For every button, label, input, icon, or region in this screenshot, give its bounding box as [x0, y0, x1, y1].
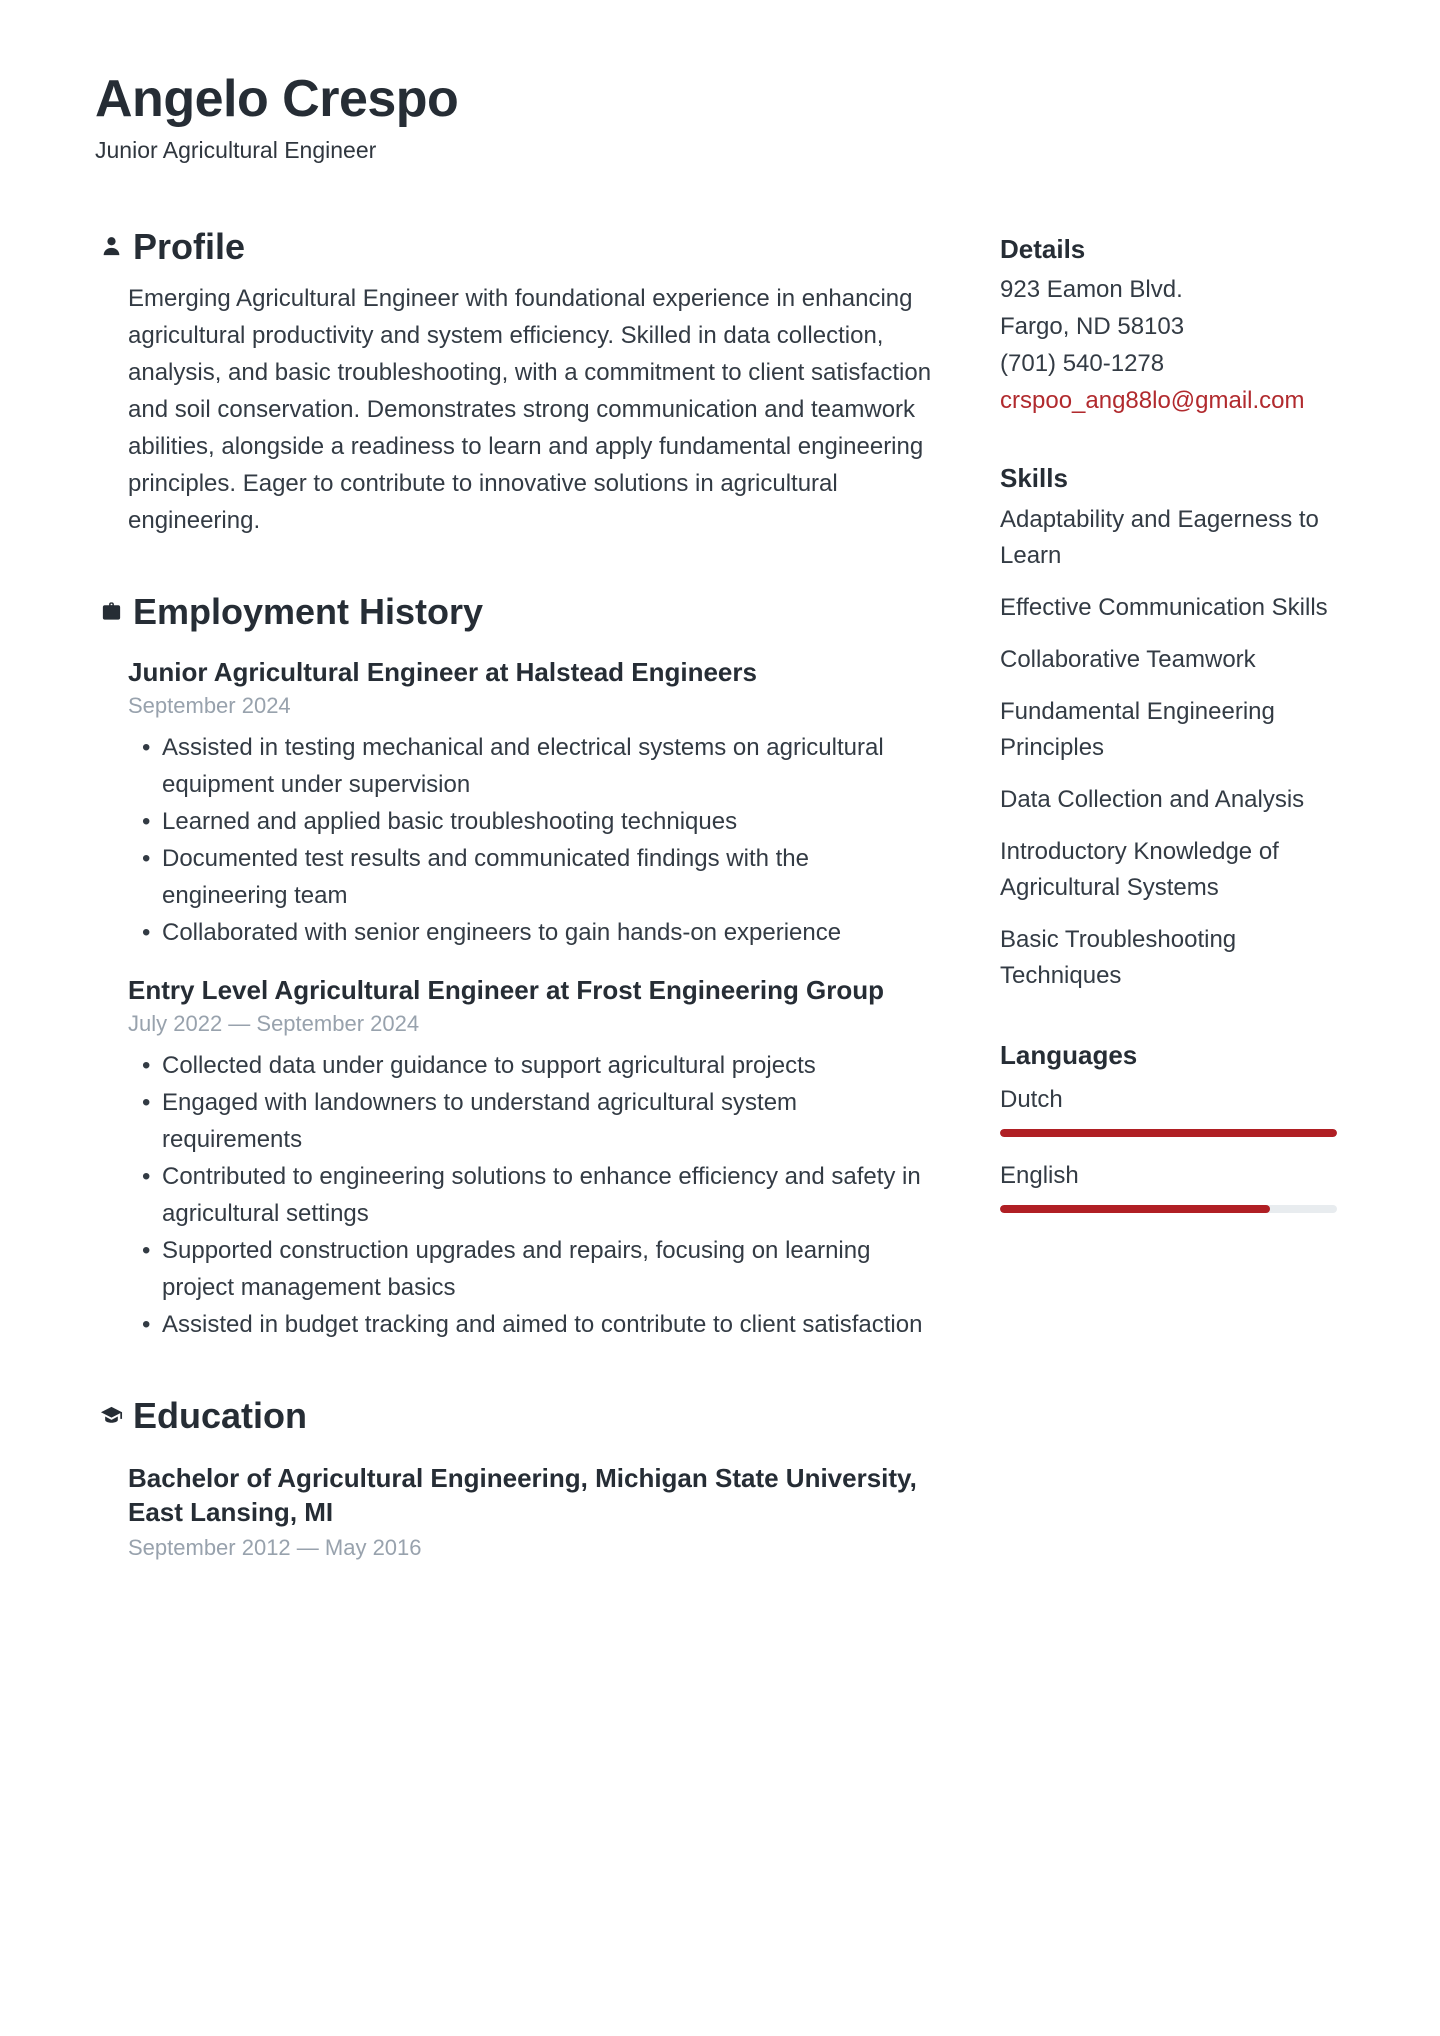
job-bullet-list — [128, 1047, 940, 1343]
skill-item: Adaptability and Eagerness to Learn — [1000, 505, 1319, 569]
skill-item: Basic Troubleshooting Techniques — [1000, 925, 1237, 989]
candidate-job-title: Junior Agricultural Engineer — [95, 136, 377, 163]
job-bullet: • Contributed to engineering solutions to enhance efficiency and safety in agricultural settings — [128, 1158, 940, 1232]
details-heading: Details — [1000, 233, 1086, 264]
job-entry — [128, 655, 940, 951]
job-bullet: • Engaged with landowners to understand agricultural system requirements — [128, 1084, 940, 1158]
language-level-fill — [1000, 1129, 1337, 1137]
skills-heading: Skills — [1000, 462, 1068, 493]
education-section — [95, 1395, 940, 1561]
degree-title-line2: East Lansing, MI — [128, 1496, 334, 1527]
profile-section-header — [95, 226, 940, 268]
job-bullet: • Learned and applied basic troubleshooting techniques — [128, 803, 940, 840]
language-item — [1000, 1159, 1337, 1213]
education-section-header — [95, 1395, 940, 1437]
job-bullet: • Collected data under guidance to support agricultural projects — [128, 1047, 940, 1084]
resume-header — [0, 0, 1440, 164]
job-dates: September 2024 — [128, 692, 291, 718]
degree-title-line1: Bachelor of Agricultural Engineering, Michigan State University, — [128, 1462, 917, 1493]
job-bullet: • Documented test results and communicated findings with the engineering team — [128, 840, 940, 914]
education-dates: September 2012 — May 2016 — [128, 1534, 422, 1560]
profile-heading: Profile — [133, 225, 246, 267]
job-bullet-list — [128, 729, 940, 951]
language-level-fill — [1000, 1205, 1270, 1213]
job-title: Junior Agricultural Engineer at Halstead Engineers — [128, 656, 757, 687]
language-name: English — [1000, 1161, 1079, 1189]
details-section — [1000, 234, 1337, 419]
job-bullet: • Collaborated with senior engineers to gain hands-on experience — [128, 914, 940, 951]
profile-text: Emerging Agricultural Engineer with foundational experience in enhancing agricultural productivity and system efficiency. Skilled in data collection, analysis, and basic troubleshooting, with a commitment to client satisfaction and soil conservation. Demonstrates strong communication and teamwork abilities, alongside a readiness to learn and apply fundamental engineering principles. Eager to contribute to innovative solutions in agricultural engineering. — [128, 284, 932, 534]
skills-section — [1000, 463, 1337, 994]
graduation-cap-icon — [99, 1404, 123, 1428]
skill-item: Introductory Knowledge of Agricultural Systems — [1000, 837, 1279, 901]
languages-heading: Languages — [1000, 1039, 1138, 1070]
address-line: Fargo, ND 58103 — [1000, 312, 1185, 340]
education-entry — [128, 1461, 940, 1561]
skill-item: Effective Communication Skills — [1000, 593, 1328, 621]
phone-number: (701) 540-1278 — [1000, 349, 1165, 377]
briefcase-icon — [99, 600, 123, 624]
job-entry — [128, 973, 940, 1343]
skill-item: Data Collection and Analysis — [1000, 785, 1305, 813]
sidebar — [1000, 164, 1337, 1213]
main-column — [95, 164, 940, 1561]
employment-section-header — [95, 591, 940, 633]
languages-section — [1000, 1040, 1337, 1213]
skill-item: Collaborative Teamwork — [1000, 645, 1256, 673]
job-bullet: • Assisted in budget tracking and aimed to contribute to client satisfaction — [128, 1306, 940, 1343]
language-level-bar — [1000, 1205, 1337, 1213]
skill-item: Fundamental Engineering Principles — [1000, 697, 1275, 761]
language-name: Dutch — [1000, 1085, 1063, 1113]
profile-section — [95, 226, 940, 539]
content-columns — [0, 164, 1440, 1561]
education-heading: Education — [133, 1394, 308, 1436]
email-link[interactable]: crspoo_ang88lo@gmail.com — [1000, 386, 1305, 414]
candidate-name: Angelo Crespo — [95, 70, 459, 128]
job-bullet: • Assisted in testing mechanical and electrical systems on agricultural equipment under supervision — [128, 729, 940, 803]
person-icon — [99, 235, 123, 259]
employment-heading: Employment History — [133, 590, 484, 632]
job-bullet: • Supported construction upgrades and repairs, focusing on learning project management basics — [128, 1232, 940, 1306]
employment-section — [95, 591, 940, 1343]
language-item — [1000, 1083, 1337, 1137]
address-line: 923 Eamon Blvd. — [1000, 275, 1183, 303]
job-title: Entry Level Agricultural Engineer at Frost Engineering Group — [128, 974, 885, 1005]
job-dates: July 2022 — September 2024 — [128, 1010, 420, 1036]
language-level-bar — [1000, 1129, 1337, 1137]
